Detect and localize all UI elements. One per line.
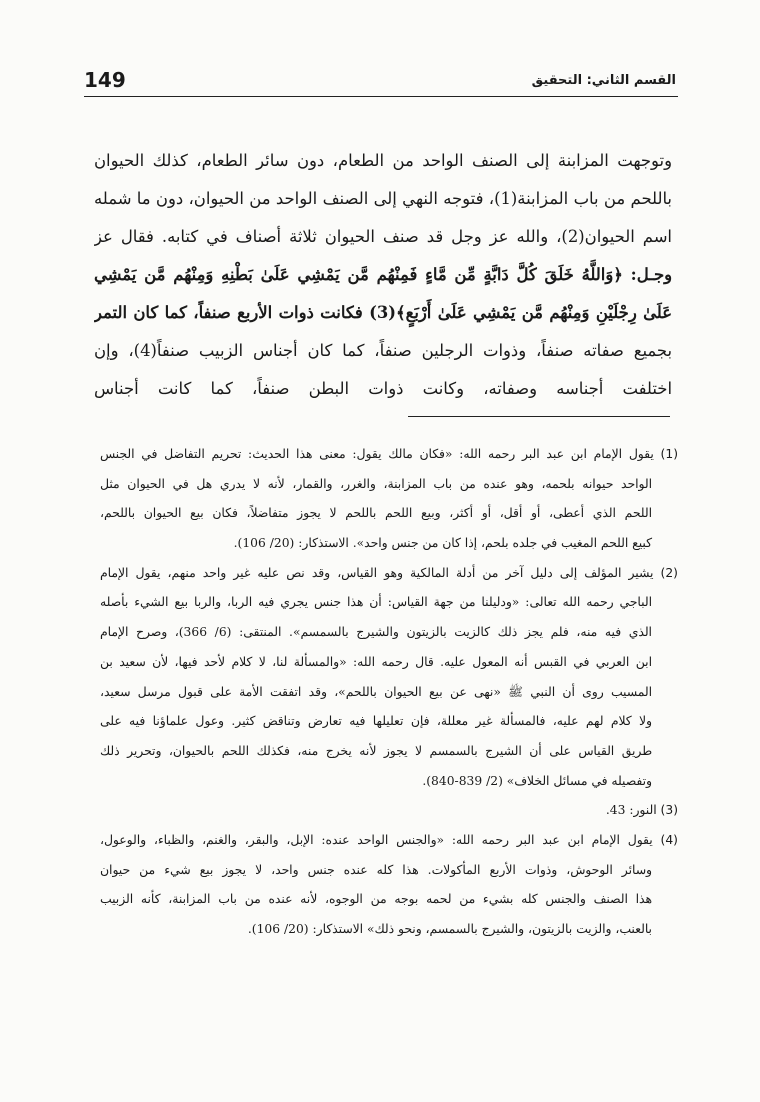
footnote-number: (1) — [660, 447, 678, 461]
footnote-line: (4) يقول الإمام ابن عبد البر رحمه الله: «والجنس الواحد عنده: الإبل، والبقر، والغنم، والظباء، والوعول، — [100, 832, 678, 847]
footnote-line: اللحم الذي أعطى، أو أقل، أو أكثر، وبيع اللحم باللحم لا يجوز متفاضلاً، فكان بيع الحيوان باللحم، — [100, 506, 652, 521]
header-divider — [84, 96, 678, 97]
footnote-line: المسيب روى أن النبي ﷺ «نهى عن بيع الحيوان باللحم»، وقد اتفقت الأمة على قبول مرسل سعيد، — [100, 684, 652, 699]
footnote-line: (3) النور: 43. — [605, 803, 678, 818]
footnote-line: طريق القياس على أن الشيرج بالسمسم لا يجوز لأنه يخرج منه، فكذلك اللحم بالحيوان، وتحرير ذلك — [100, 743, 652, 758]
main-text-line: اسم الحيوان(2)، والله عز وجل قد صنف الحيوان ثلاثة أصناف في كتابه. فقال عز — [94, 227, 672, 246]
main-text-line: اختلفت أجناسه وصفاته، وكانت ذوات البطن صنفاً، كما كانت أجناس — [94, 379, 672, 398]
main-text-line-quran: عَلَىٰ رِجْلَيْنِ وَمِنْهُم مَّن يَمْشِي عَلَىٰ أَرْبَعٍ﴾(3) فكانت ذوات الأربع صنفاً، كما كان التمر — [94, 303, 672, 322]
footnote-number: (3) — [660, 803, 678, 818]
footnote-line: كبيع اللحم المغيب في جلده بلحم، إذا كان من جنس واحد». الاستذكار: (20/ 106). — [233, 536, 652, 551]
footnote-1 — [100, 440, 678, 559]
footnote-line: بالعنب، والزيت بالزيتون، والشيرج بالسمسم، ونحو ذلك» الاستذكار: (20/ 106). — [247, 922, 652, 936]
footnote-3 — [100, 796, 678, 826]
main-text — [94, 142, 672, 408]
footnote-4 — [100, 826, 678, 945]
main-text-line: وتوجهت المزابنة إلى الصنف الواحد من الطعام، دون سائر الطعام، كذلك الحيوان — [94, 151, 672, 170]
footnote-line: ابن العربي في القبس أنه المعول عليه. قال رحمه الله: «والمسألة لنا، لا كلام لأحد فيها، لأن سعيد بن — [100, 654, 652, 669]
main-text-line-quran: وجـل: ﴿وَاللَّهُ خَلَقَ كُلَّ دَابَّةٍ مِّن مَّاءٍ فَمِنْهُم مَّن يَمْشِي عَلَىٰ بَطْنِهِ وَمِنْهُم مَّن يَمْشِي — [94, 265, 672, 284]
main-text-line: بجميع صفاته صنفاً، وذوات الرجلين صنفاً، كما كان أجناس الزبيب صنفاً(4)، وإن — [94, 341, 672, 360]
page-number: 149 — [84, 68, 126, 92]
main-text-line: باللحم من باب المزابنة(1)، فتوجه النهي إلى الصنف الواحد من الحيوان، دون ما شمله — [94, 189, 672, 208]
footnote-2 — [100, 559, 678, 797]
footnote-line: ولا كلام لهم عليه، فالمسألة غير معللة، فإن تعليلها فيه تعارض وتناقض كثير. وعول علماؤنا فيه على — [100, 714, 652, 729]
section-title: القسم الثاني: التحقيق — [531, 73, 676, 88]
footnote-line: (1) يقول الإمام ابن عبد البر رحمه الله: «فكان مالك يقول: معنى هذا الحديث: تحريم التفاضل في الجنس — [100, 447, 678, 461]
footnotes — [100, 440, 678, 945]
footnote-line: وسائر الوحوش، وذوات الأربع المأكولات. هذا كله عنده جنس واحد، لا يجوز بيع شيء من حيوان — [100, 862, 652, 877]
footnote-line: الباجي رحمه الله تعالى: «ودليلنا من جهة القياس: أن هذا جنس يجري فيه الربا، والربا بيع الشيء بأصله — [100, 595, 652, 610]
footnote-line: الذي فيه منه، فلم يجز ذلك كالزيت بالزيتون والشيرج بالسمسم». المنتقى: (6/ 366)، وصرح الإمام — [100, 625, 652, 640]
footnote-line: الواحد حيوانه بلحمه، وهو عنده من باب المزابنة، والغرر، والقمار، لأنه لا يدري هل في الحيوان مثل — [100, 476, 652, 491]
footnote-number: (2) — [660, 565, 678, 580]
footnote-line: وتفصيله في مسائل الخلاف» (2/ 839-840). — [422, 773, 652, 788]
footnote-line: هذا الصنف والجنس كله بشيء من لحمه بوجه من الوجوه، لأنه عنده من باب المزابنة، كأنه الزبيب — [100, 892, 652, 907]
footnote-divider — [408, 416, 670, 417]
footnote-line: (2) يشير المؤلف إلى دليل آخر من أدلة المالكية وهو القياس، وقد نص عليه غير واحد منهم، يقول الإمام — [100, 565, 678, 580]
running-header — [84, 68, 676, 94]
footnote-number: (4) — [660, 832, 678, 847]
